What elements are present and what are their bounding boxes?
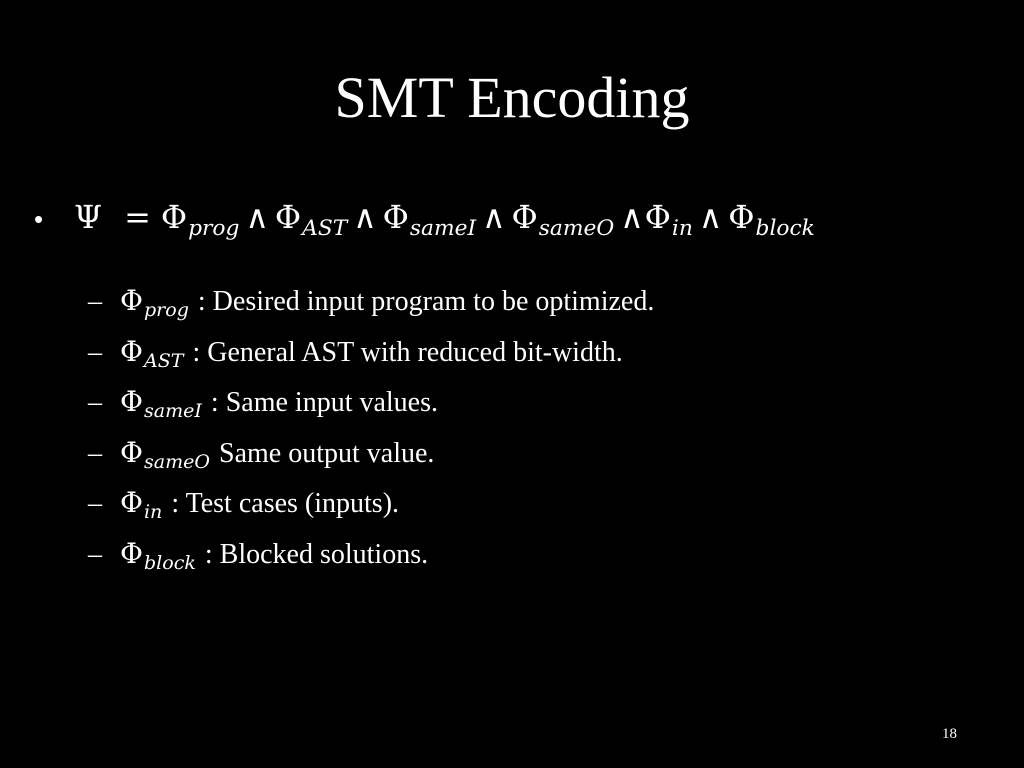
dash-marker: – [88, 488, 102, 519]
phi-symbol: Φ [728, 198, 755, 236]
formula-term-ast [275, 194, 347, 240]
formula-term-sameo [512, 194, 615, 240]
phi-symbol: Φ [120, 435, 143, 469]
definition-text: : Test cases (inputs). [171, 488, 400, 519]
term-subscript: in [671, 215, 693, 241]
dash-marker: – [88, 286, 102, 317]
definition-subscript: sameO [143, 450, 210, 473]
definition-symbol [120, 536, 196, 574]
page-number: 18 [942, 726, 957, 742]
definition-item-ast [88, 327, 654, 378]
phi-symbol: Φ [511, 198, 538, 236]
formula-equals: = [124, 198, 151, 236]
and-operator: ∧ [245, 198, 269, 236]
definition-item-prog [88, 276, 654, 327]
term-subscript: AST [302, 215, 348, 241]
phi-symbol: Φ [120, 486, 143, 519]
formula-term-in [645, 194, 693, 240]
definition-subscript: block [143, 551, 196, 574]
phi-symbol: Φ [160, 198, 188, 236]
definition-list [88, 276, 654, 579]
dash-marker: – [88, 437, 102, 469]
definition-subscript: sameI [143, 400, 202, 423]
definition-symbol [120, 486, 163, 524]
and-operator: ∧ [698, 198, 723, 236]
formula-term-samei [383, 194, 476, 240]
phi-symbol: Φ [120, 334, 143, 368]
definition-item-samei [88, 377, 654, 428]
definition-symbol [120, 284, 189, 322]
phi-symbol: Φ [644, 198, 671, 236]
term-subscript: sameI [409, 215, 477, 241]
dash-marker: – [88, 387, 102, 418]
bullet-marker: • [34, 204, 44, 234]
term-subscript: sameO [538, 215, 615, 241]
definition-item-sameo [88, 428, 654, 479]
formula-term-block [728, 194, 815, 240]
definition-text: : Same input values. [210, 387, 438, 418]
and-operator: ∧ [353, 198, 377, 236]
formula [74, 198, 815, 241]
definition-text: : Desired input program to be optimized. [197, 286, 655, 317]
definition-text: : General AST with reduced bit-width. [192, 336, 623, 368]
phi-symbol: Φ [274, 198, 302, 236]
formula-term-prog [161, 194, 240, 240]
formula-lhs: Ψ [74, 198, 103, 236]
definition-symbol [120, 435, 210, 473]
phi-symbol: Φ [120, 284, 143, 317]
dash-marker: – [88, 336, 102, 368]
formula-bullet [34, 194, 815, 242]
phi-symbol: Φ [120, 536, 143, 570]
definition-text: : Blocked solutions. [204, 538, 429, 570]
and-operator: ∧ [620, 198, 644, 236]
phi-symbol: Φ [382, 198, 409, 236]
term-subscript: prog [188, 215, 240, 241]
definition-subscript: in [143, 501, 163, 524]
and-operator: ∧ [482, 198, 506, 236]
definition-item-in [88, 478, 654, 529]
definition-symbol [120, 385, 202, 423]
slide-title: SMT Encoding [334, 65, 690, 130]
dash-marker: – [88, 538, 102, 570]
definition-symbol [120, 334, 184, 372]
definition-text: Same output value. [219, 437, 435, 469]
definition-item-block [88, 529, 654, 580]
phi-symbol: Φ [120, 385, 143, 418]
term-subscript: block [755, 215, 815, 241]
definition-subscript: AST [143, 349, 184, 372]
definition-subscript: prog [143, 299, 189, 322]
